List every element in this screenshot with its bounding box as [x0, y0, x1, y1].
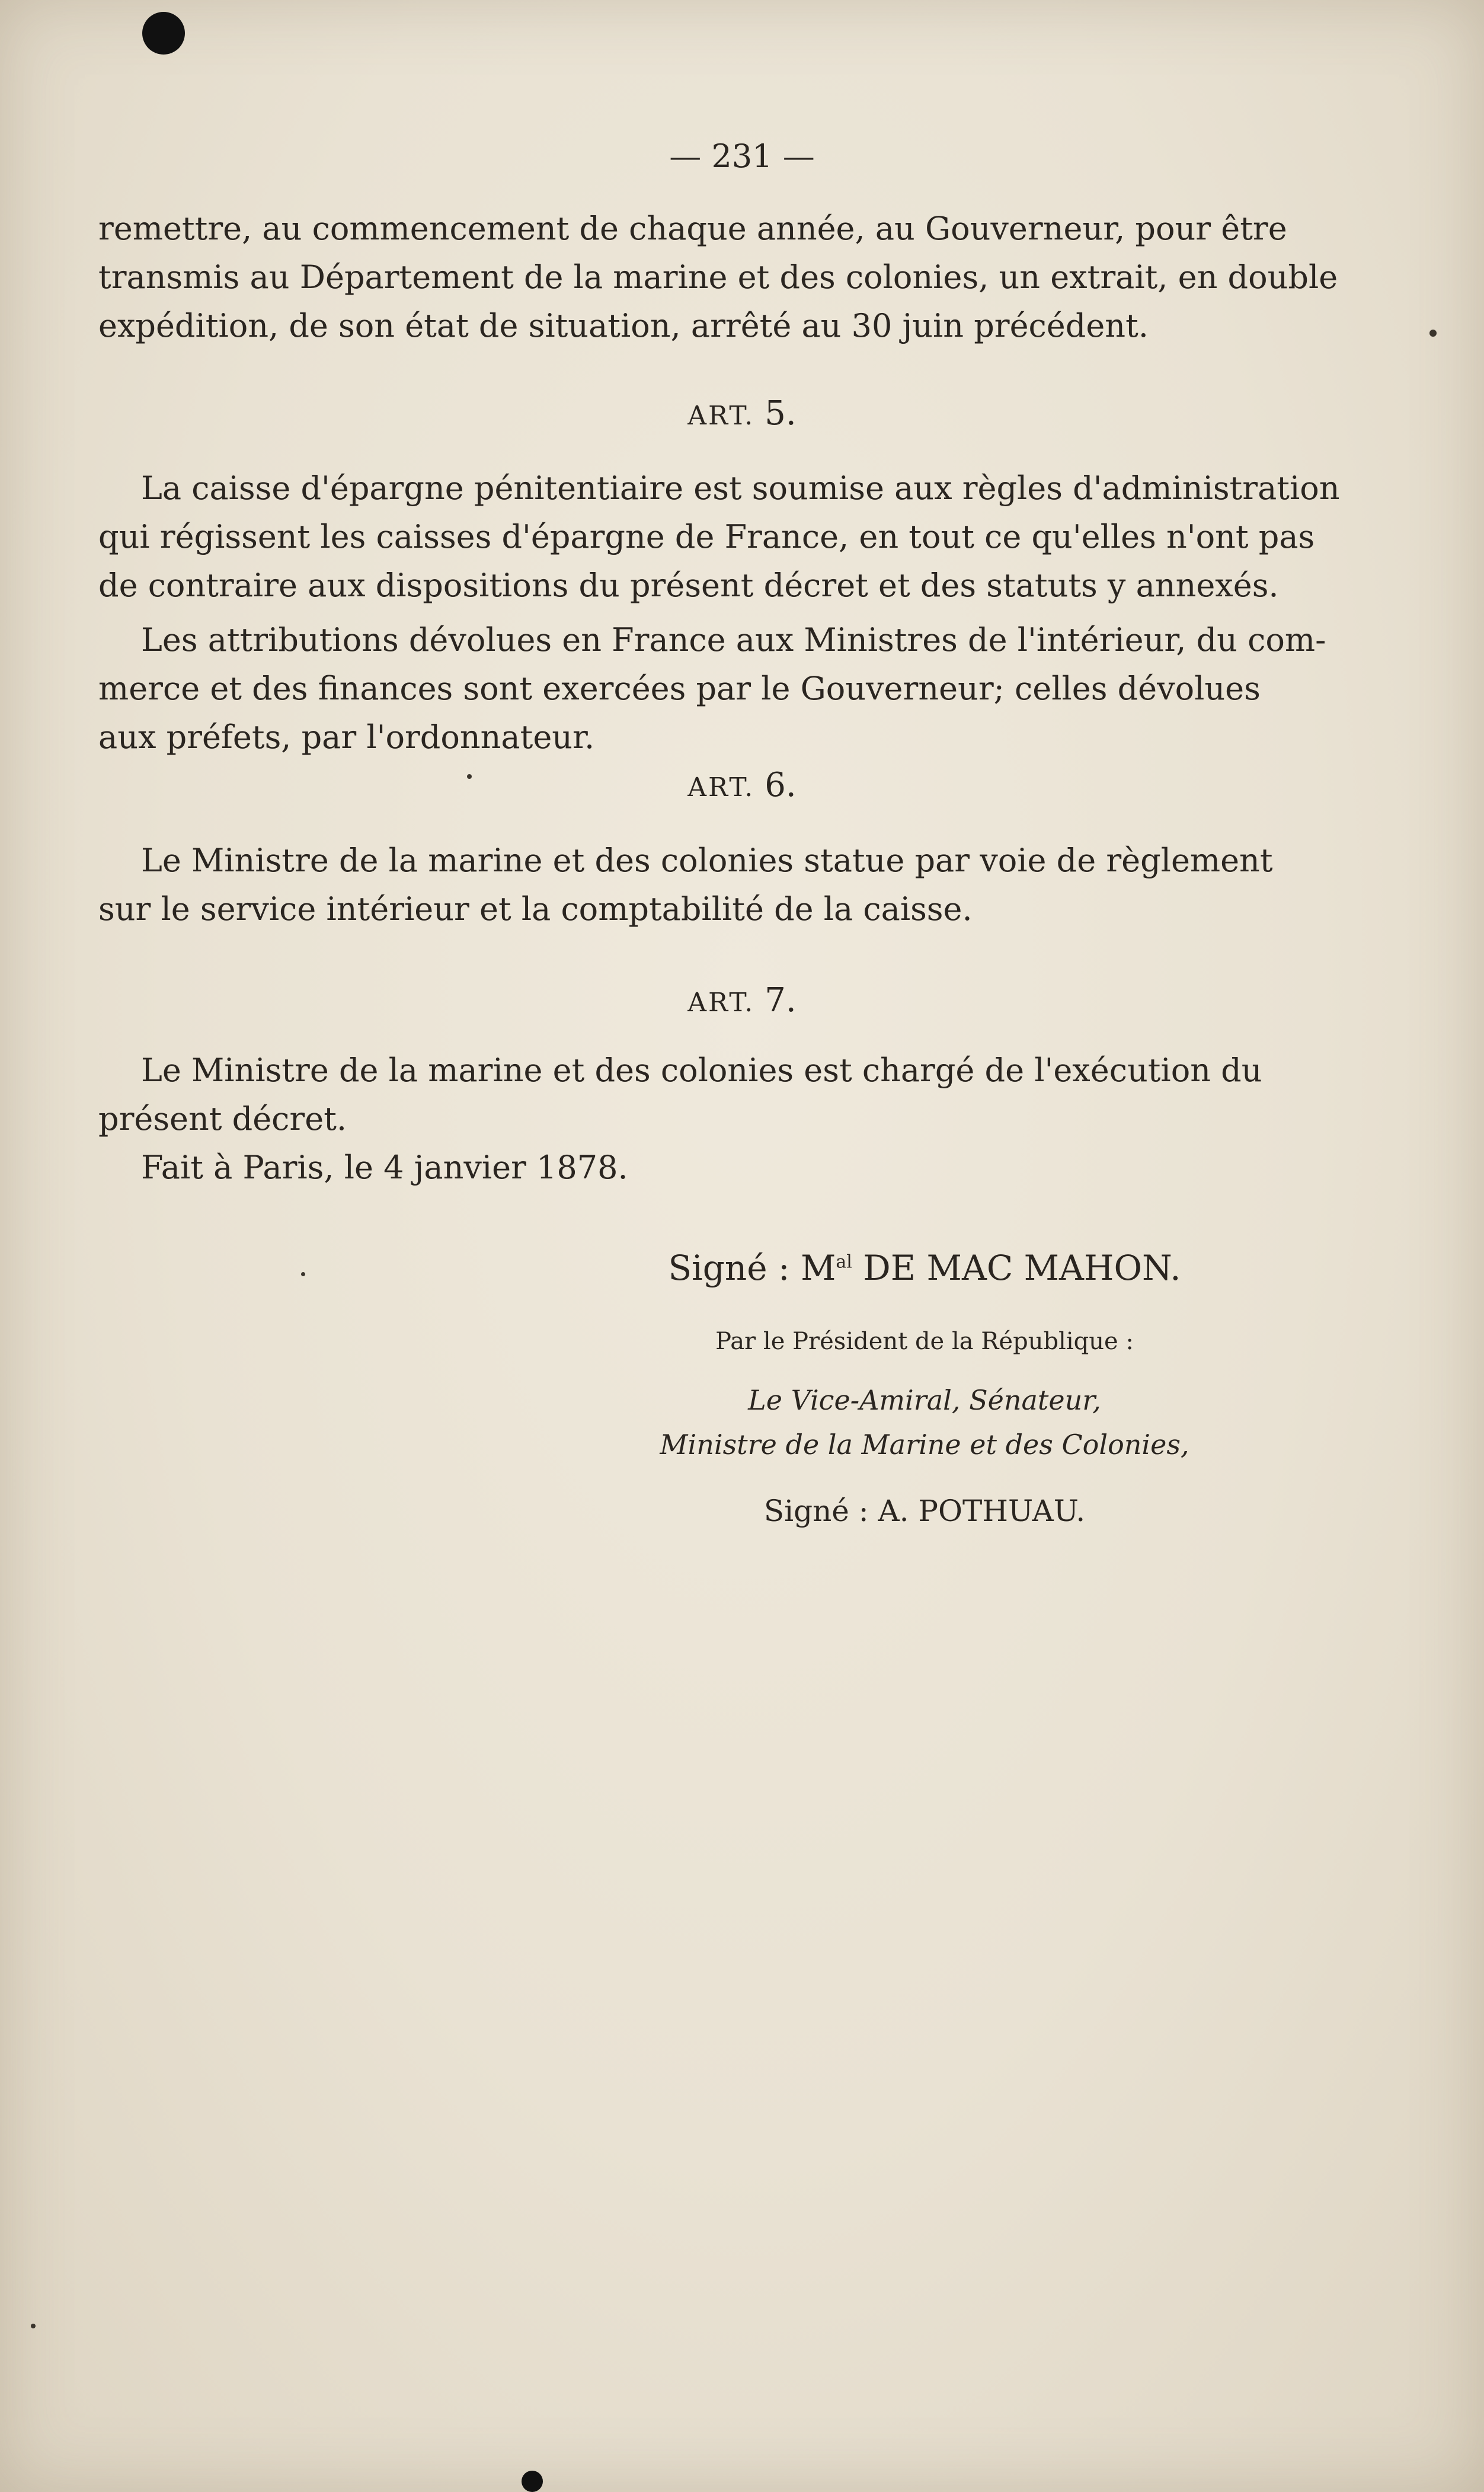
text-line: Les attributions dévolues en France aux Ministres de l'intérieur, du com-: [141, 621, 1326, 659]
text-line: transmis au Département de la marine et des colonies, un extrait, en double: [98, 258, 1338, 296]
signature-minister: Signé : A. POTHUAU.: [763, 1494, 1086, 1528]
article-number: 5.: [765, 394, 797, 433]
text-line: Le Ministre de la marine et des colonies est chargé de l'exécution du: [141, 1052, 1262, 1089]
signature-name: DE MAC MAHON.: [852, 1248, 1181, 1288]
text-line: Le Ministre de la marine et des colonies statue par voie de règlement: [141, 842, 1273, 879]
paper-speck: [301, 1272, 305, 1276]
text-line: remettre, au commencement de chaque année, au Gouverneur, pour être: [98, 210, 1287, 247]
text-line: de contraire aux dispositions du présent décret et des statuts y annexés.: [98, 567, 1279, 604]
text-line: présent décret.: [98, 1100, 347, 1138]
text-line: merce et des finances sont exercées par le Gouverneur; celles dévolues: [98, 670, 1261, 707]
paper-speck: [31, 2324, 36, 2328]
minister-title-line-1: Le Vice-Amiral, Sénateur,: [748, 1384, 1101, 1416]
article-number: 7.: [765, 981, 797, 1020]
signature-president: [628, 1248, 1221, 1288]
page-number: — 231 —: [669, 138, 815, 175]
paper-speck: [1429, 330, 1437, 337]
binding-hole-top: [142, 12, 185, 55]
text-line: qui régissent les caisses d'épargne de France, en tout ce qu'elles n'ont pas: [98, 518, 1315, 555]
article-number: 6.: [765, 766, 797, 804]
text-line: expédition, de son état de situation, arrêté au 30 juin précédent.: [98, 307, 1149, 344]
article-6-heading: [0, 766, 1484, 804]
article-5-heading: [0, 394, 1484, 433]
article-7-paragraph: [98, 1046, 1262, 1192]
signature-prefix: Signé : M: [668, 1248, 836, 1288]
text-line: aux préfets, par l'ordonnateur.: [98, 718, 595, 756]
article-5-paragraph-2: [98, 616, 1326, 762]
article-5-paragraph-1: [98, 464, 1340, 610]
par-le-president: Par le Président de la République :: [715, 1328, 1134, 1355]
signature-superscript: al: [836, 1251, 852, 1273]
text-line: sur le service intérieur et la comptabilité de la caisse.: [98, 890, 973, 928]
text-line: La caisse d'épargne pénitentiaire est soumise aux règles d'administration: [141, 469, 1340, 507]
minister-title-line-2: Ministre de la Marine et des Colonies,: [660, 1429, 1189, 1461]
article-7-heading: [0, 981, 1484, 1020]
date-line: Fait à Paris, le 4 janvier 1878.: [141, 1149, 628, 1186]
article-label: ART.: [687, 988, 755, 1018]
article-label: ART.: [687, 772, 755, 803]
article-label: ART.: [687, 401, 755, 431]
opening-paragraph: [98, 205, 1338, 350]
binding-hole-bottom: [522, 2471, 543, 2492]
article-6-paragraph: [98, 836, 1273, 934]
